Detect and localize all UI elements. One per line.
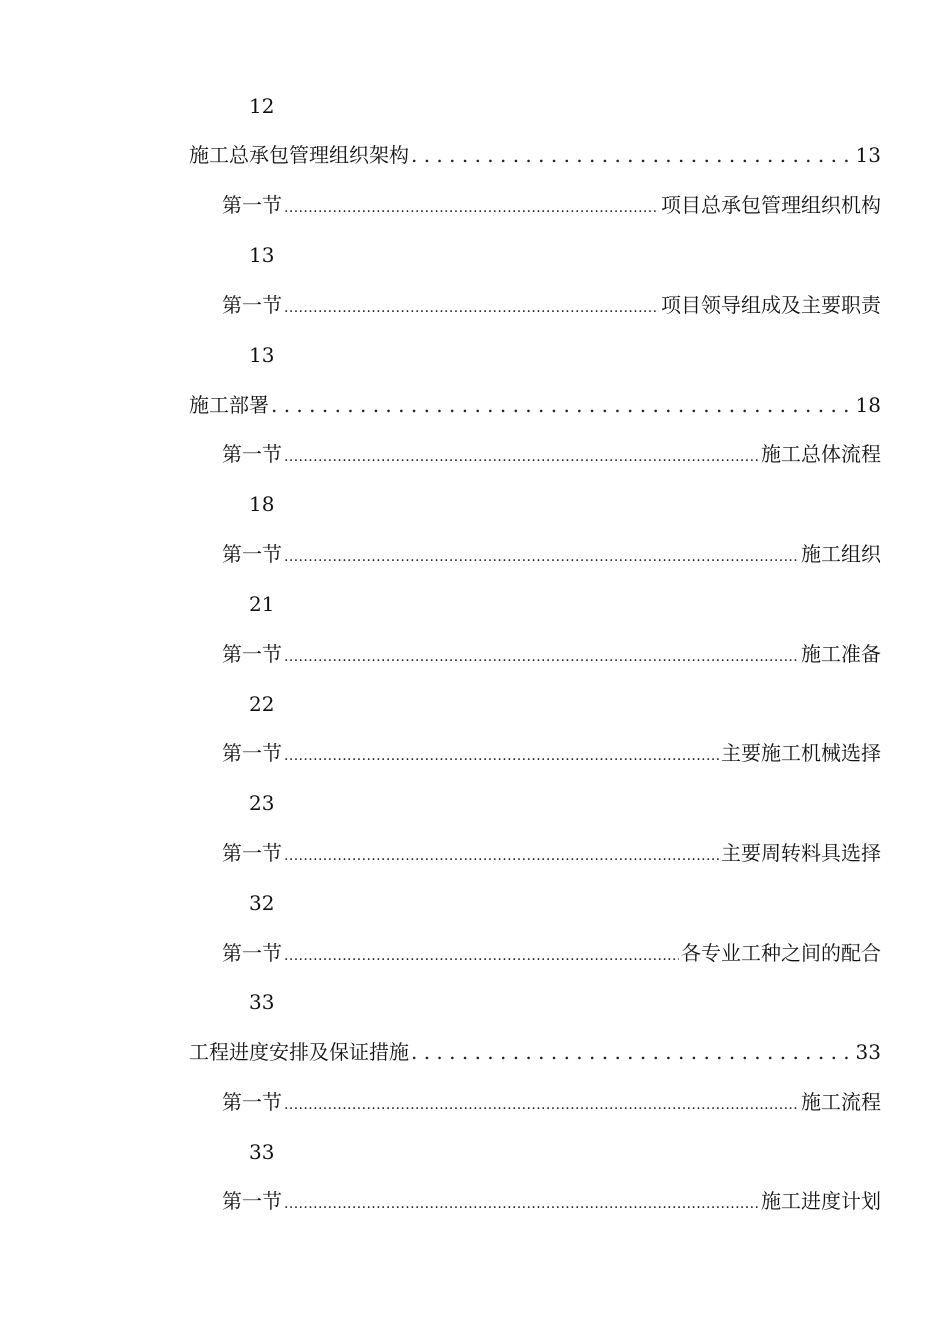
- toc-section-page: 23: [249, 791, 275, 815]
- toc-section-entry[interactable]: [222, 1087, 881, 1117]
- toc-chapter-title: 施工总承包管理组织架构: [189, 143, 409, 167]
- toc-page-number: 12: [249, 94, 275, 118]
- toc-section-page: 22: [249, 692, 275, 716]
- toc-section-title: 各专业工种之间的配合: [681, 941, 881, 965]
- toc-dot-leader: [284, 1189, 759, 1219]
- toc-section-label: 第一节: [222, 193, 282, 217]
- toc-chapter-page: 33: [855, 1040, 881, 1064]
- toc-section-entry[interactable]: [222, 539, 881, 569]
- toc-chapter-title: 工程进度安排及保证措施: [189, 1040, 409, 1064]
- toc-section-label: 第一节: [222, 1189, 282, 1213]
- toc-section-page: 18: [249, 492, 275, 516]
- toc-dot-leader: [284, 193, 659, 223]
- toc-chapter-page: 13: [855, 143, 881, 167]
- toc-dot-leader: [284, 293, 659, 323]
- toc-section-entry[interactable]: [222, 938, 881, 968]
- toc-section-title: 施工组织: [801, 542, 881, 566]
- toc-chapter-page: 18: [855, 393, 881, 417]
- toc-section-page: 33: [249, 1140, 275, 1164]
- toc-section-entry[interactable]: [222, 290, 881, 320]
- toc-section-title: 项目总承包管理组织机构: [661, 193, 881, 217]
- toc-section-label: 第一节: [222, 642, 282, 666]
- toc-section-title: 主要周转料具选择: [721, 841, 881, 865]
- toc-section-title: 主要施工机械选择: [721, 741, 881, 765]
- toc-section-label: 第一节: [222, 542, 282, 566]
- toc-dot-leader: [411, 1037, 854, 1067]
- toc-section-label: 第一节: [222, 1090, 282, 1114]
- toc-section-page: 13: [249, 243, 275, 267]
- toc-chapter-entry[interactable]: [189, 1037, 881, 1067]
- toc-section-entry[interactable]: [222, 439, 881, 469]
- toc-dot-leader: [284, 542, 799, 572]
- toc-section-page: 33: [249, 990, 275, 1014]
- toc-section-title: 项目领导组成及主要职责: [661, 293, 881, 317]
- toc-dot-leader: [284, 642, 799, 672]
- toc-dot-leader: [411, 140, 854, 170]
- toc-chapter-title: 施工部署: [189, 393, 269, 417]
- toc-dot-leader: [284, 442, 759, 472]
- toc-section-label: 第一节: [222, 442, 282, 466]
- toc-section-label: 第一节: [222, 741, 282, 765]
- toc-section-title: 施工准备: [801, 642, 881, 666]
- toc-section-label: 第一节: [222, 293, 282, 317]
- toc-section-label: 第一节: [222, 941, 282, 965]
- toc-dot-leader: [284, 841, 719, 871]
- toc-section-page: 21: [249, 592, 275, 616]
- toc-section-title: 施工总体流程: [761, 442, 881, 466]
- toc-section-title: 施工进度计划: [761, 1189, 881, 1213]
- toc-section-title: 施工流程: [801, 1090, 881, 1114]
- toc-section-entry[interactable]: [222, 838, 881, 868]
- toc-dot-leader: [271, 390, 854, 420]
- toc-section-label: 第一节: [222, 841, 282, 865]
- toc-section-page: 32: [249, 891, 275, 915]
- toc-chapter-entry[interactable]: [189, 390, 881, 420]
- toc-section-page: 13: [249, 343, 275, 367]
- toc-dot-leader: [284, 941, 679, 971]
- toc-section-entry[interactable]: [222, 1186, 881, 1216]
- toc-chapter-entry[interactable]: [189, 140, 881, 170]
- toc-section-entry[interactable]: [222, 738, 881, 768]
- toc-dot-leader: [284, 1090, 799, 1120]
- toc-section-entry[interactable]: [222, 639, 881, 669]
- toc-section-entry[interactable]: [222, 190, 881, 220]
- toc-dot-leader: [284, 741, 719, 771]
